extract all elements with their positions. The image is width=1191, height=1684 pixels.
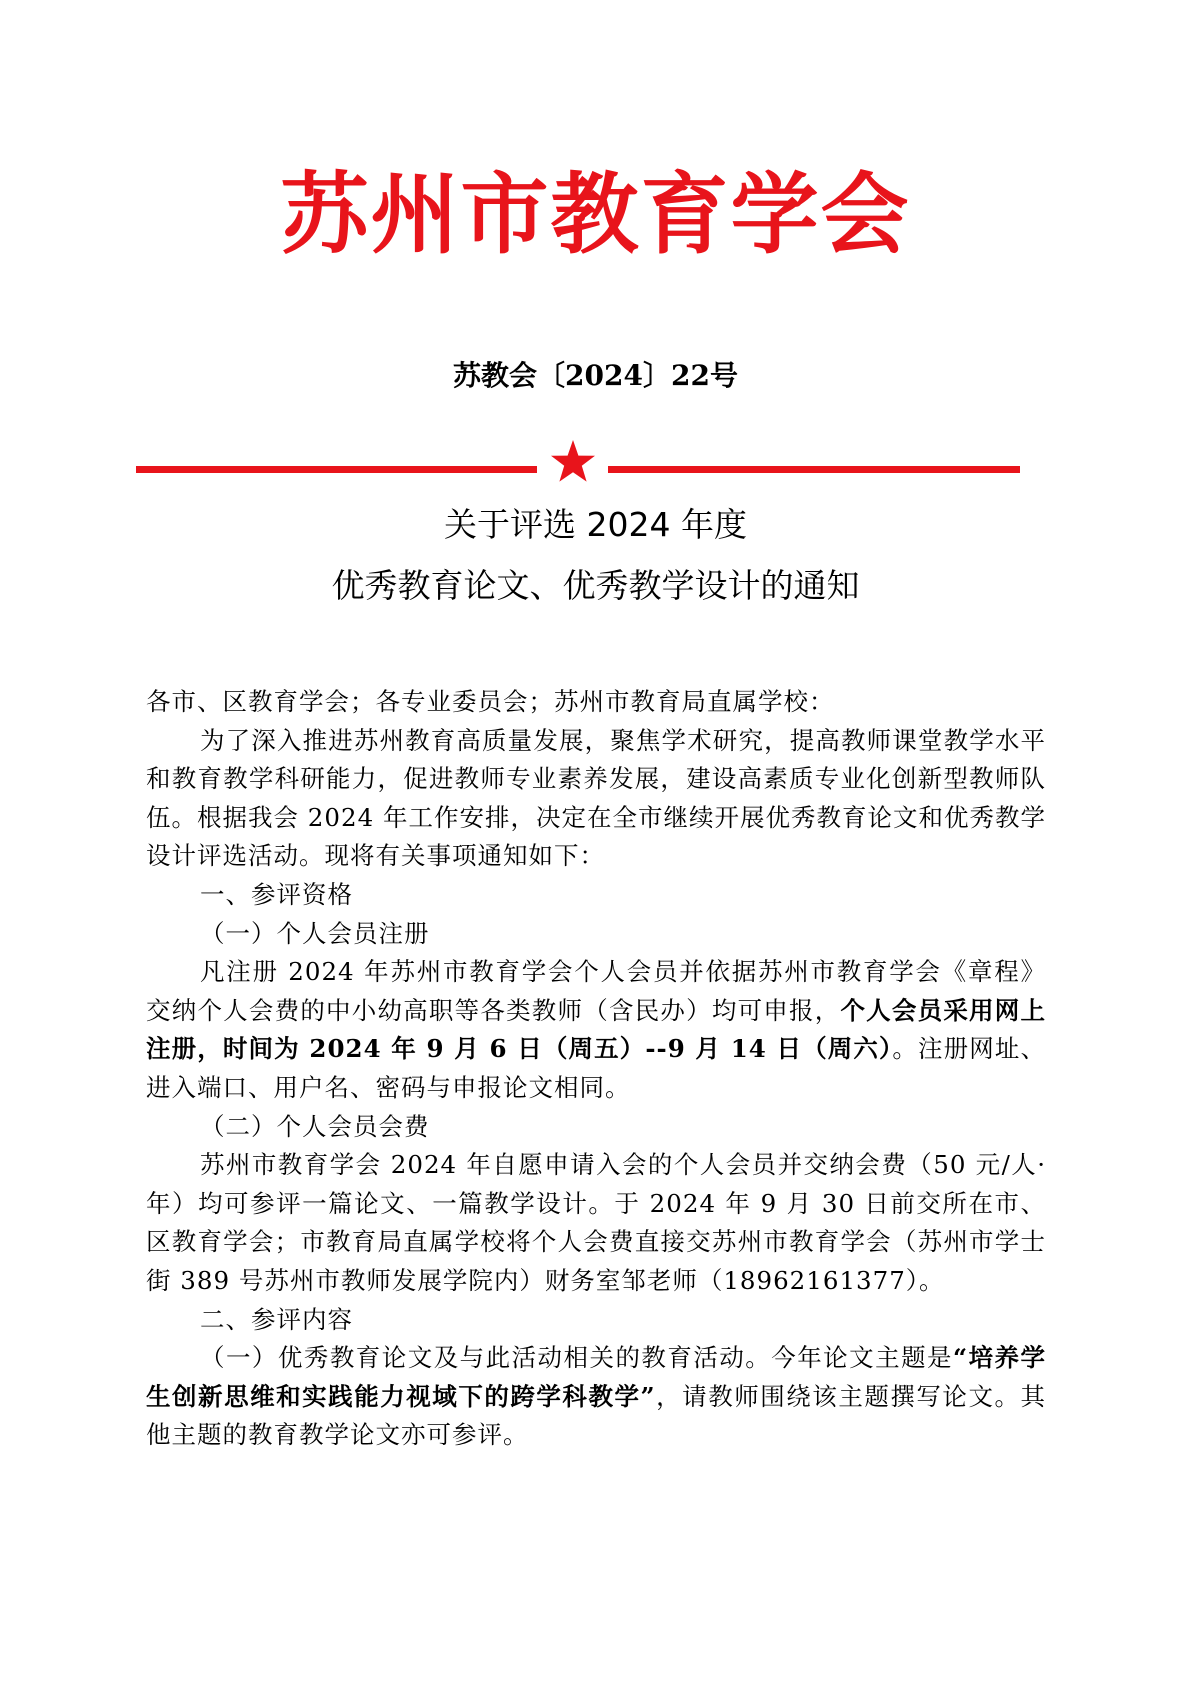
notice-title-line2: 优秀教育论文、优秀教学设计的通知	[331, 566, 860, 605]
fee-paragraph: 苏州市教育学会 2024 年自愿申请入会的个人会员并交纳会费（50 元/人·年）均可参评一篇论文、一篇教学设计。于 2024 年 9 月 30 日前交所在市、区教育学会；市教育局直属学校将个人会费直接交苏州市教育学会（苏州市学士街 389 号苏州市教师发展学院内）财务室邹老师（18962161377）。	[146, 1150, 1046, 1295]
subheading-member-registration: （一）个人会员注册	[200, 918, 430, 948]
registration-paragraph	[146, 953, 1046, 1107]
registration-deadline-bold: 个人会员采用网上注册，时间为 2024 年 9 月 6 日（周五）--9 月 14 日（周六）	[146, 995, 1046, 1064]
section-heading-eligibility: 一、参评资格	[200, 879, 353, 909]
notice-title-line1: 关于评选 2024 年度	[444, 505, 747, 544]
document-number: 苏教会〔2024〕22号	[453, 359, 738, 392]
notice-body	[146, 683, 1046, 1455]
intro-paragraph: 为了深入推进苏州教育高质量发展，聚焦学术研究，提高教师课堂教学水平和教育教学科研能力，促进教师专业素养发展，建设高素质专业化创新型教师队伍。根据我会 2024 年工作安排，决定在全市继续开展优秀教育论文和优秀教学设计评选活动。现将有关事项通知如下：	[146, 725, 1046, 871]
addressee: 各市、区教育学会；各专业委员会；苏州市教育局直属学校：	[146, 687, 835, 716]
content-paragraph	[146, 1339, 1046, 1455]
registration-text-a: 凡注册 2024 年苏州市教育学会个人会员并依据苏州市教育学会《章程》交纳个人会费的中小幼高职等各类教师（含民办）均可申报，	[146, 957, 1046, 1025]
registration-text-b: 。注册网址、进入端口、用户名、密码与申报论文相同。	[146, 1034, 1046, 1102]
subheading-member-fee: （二）个人会员会费	[200, 1111, 430, 1141]
red-divider-right	[608, 466, 1020, 473]
content-text-a: （一）优秀教育论文及与此活动相关的教育活动。今年论文主题是	[200, 1343, 954, 1373]
content-text-b: ，请教师围绕该主题撰写论文。其他主题的教育教学论文亦可参评。	[146, 1381, 1047, 1450]
red-star-icon	[550, 438, 596, 484]
red-divider-left	[136, 466, 537, 473]
paper-theme-bold: “培养学生创新思维和实践能力视域下的跨学科教学”	[146, 1343, 1047, 1411]
section-heading-content: 二、参评内容	[200, 1304, 353, 1334]
organization-masthead: 苏州市教育学会	[280, 163, 911, 266]
